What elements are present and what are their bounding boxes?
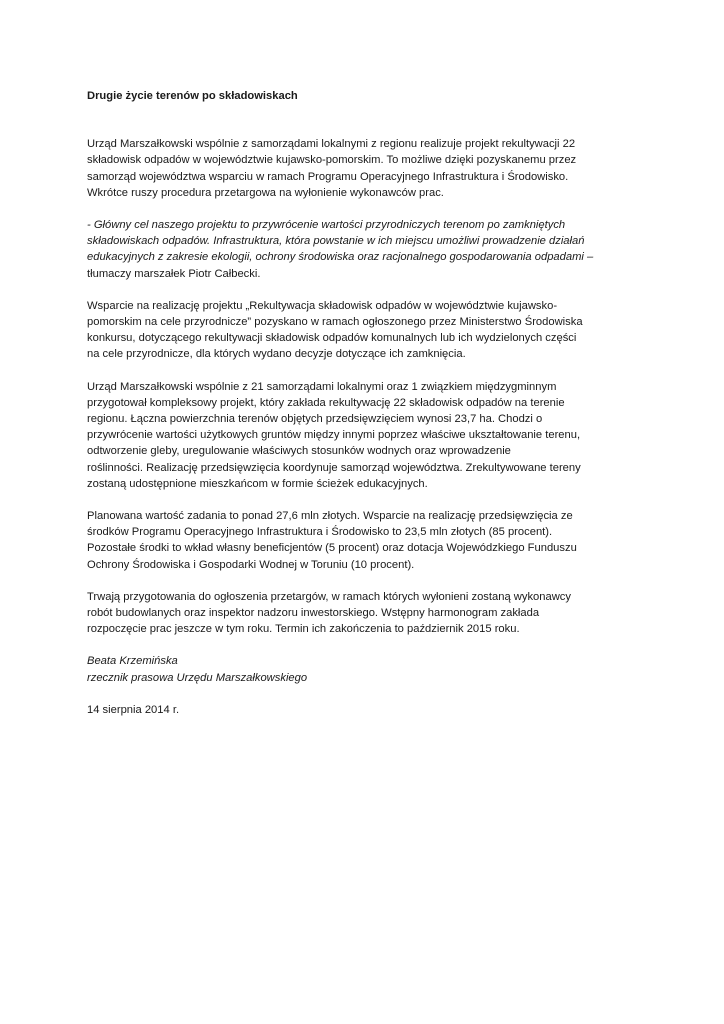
paragraph-line: samorząd województwa wsparciu w ramach Programu Operacyjnego Infrastruktura i Środowisko. [87,170,569,183]
quote-line: edukacyjnych z zakresie ekologii, ochrony środowiska oraz racjonalnego gospodarowania odpadami – [87,251,594,264]
quote-line: - Główny cel naszego projektu to przywrócenie wartości przyrodniczych terenom po zamkniętych [87,219,566,232]
paragraph-line: roślinności. Realizację przedsięwzięcia koordynuje samorząd województwa. Zrekultywowane tereny [87,461,581,474]
paragraph-line: na cele przyrodnicze, dla których wydano decyzje dotyczące ich zamknięcia. [87,348,466,361]
paragraph-line: Wsparcie na realizację projektu „Rekultywacja składowisk odpadów w województwie kujawsko- [87,299,558,312]
paragraph-intro [87,136,647,201]
signature-block [87,653,647,685]
document-body [87,88,647,718]
paragraph-line: Urząd Marszałkowski wspólnie z samorządami lokalnymi z regionu realizuje projekt rekultywacji 22 [87,138,576,151]
paragraph-funding-source [87,298,647,363]
paragraph-schedule [87,589,647,638]
paragraph-quote [87,217,647,282]
paragraph-line: Pozostałe środki to wkład własny beneficjentów (5 procent) oraz dotacja Wojewódzkiego Funduszu [87,542,577,555]
paragraph-line: Wkrótce ruszy procedura przetargowa na wyłonienie wykonawców prac. [87,186,444,199]
paragraph-line: Planowana wartość zadania to ponad 27,6 mln złotych. Wsparcie na realizację przedsięwzięcia ze [87,510,573,523]
paragraph-project-details [87,379,647,492]
paragraph-line: środków Programu Operacyjnego Infrastruktura i Środowisko to 23,5 mln złotych (85 procent). [87,526,553,539]
signature-role: rzecznik prasowa Urzędu Marszałkowskiego [87,671,308,684]
document-date: 14 sierpnia 2014 r. [87,703,180,716]
paragraph-line: przywrócenie wartości użytkowych gruntów między innymi poprzez właściwe ukształtowanie terenu, [87,429,581,442]
paragraph-line: zostaną udostępnione mieszkańcom w formie ścieżek edukacyjnych. [87,477,428,490]
quote-line: składowiskach odpadów. Infrastruktura, która powstanie w ich miejscu umożliwi prowadzenie działań [87,235,585,248]
signature-name: Beata Krzemińska [87,655,178,668]
paragraph-line: rozpoczęcie prac jeszcze w tym roku. Termin ich zakończenia to październik 2015 roku. [87,623,520,636]
paragraph-line: Ochrony Środowiska i Gospodarki Wodnej w Toruniu (10 procent). [87,558,415,571]
document-title: Drugie życie terenów po składowiskach [87,90,298,102]
paragraph-line: pomorskim na cele przyrodnicze” pozyskano w ramach ogłoszonego przez Ministerstwo Środowiska [87,316,583,329]
paragraph-line: przygotował kompleksowy projekt, który zakłada rekultywację 22 składowisk odpadów na terenie [87,396,565,409]
paragraph-line: Trwają przygotowania do ogłoszenia przetargów, w ramach których wyłonieni zostaną wykonawcy [87,590,571,603]
paragraph-budget [87,508,647,573]
paragraph-line: Urząd Marszałkowski wspólnie z 21 samorządami lokalnymi oraz 1 związkiem międzygminnym [87,380,557,393]
paragraph-line: regionu. Łączna powierzchnia terenów objętych przedsięwzięciem wynosi 23,7 ha. Chodzi o [87,413,543,426]
paragraph-line: robót budowlanych oraz inspektor nadzoru inwestorskiego. Wstępny harmonogram zakłada [87,607,540,620]
paragraph-line: składowisk odpadów w województwie kujawsko-pomorskim. To możliwe dzięki pozyskanemu przez [87,154,577,167]
paragraph-line: konkursu, dotyczącego rekultywacji składowisk odpadów komunalnych lub ich wydzielonych części [87,332,577,345]
quote-attribution: tłumaczy marszałek Piotr Całbecki. [87,267,261,280]
paragraph-line: odtworzenie gleby, uregulowanie właściwych stosunków wodnych oraz wprowadzenie [87,445,511,458]
